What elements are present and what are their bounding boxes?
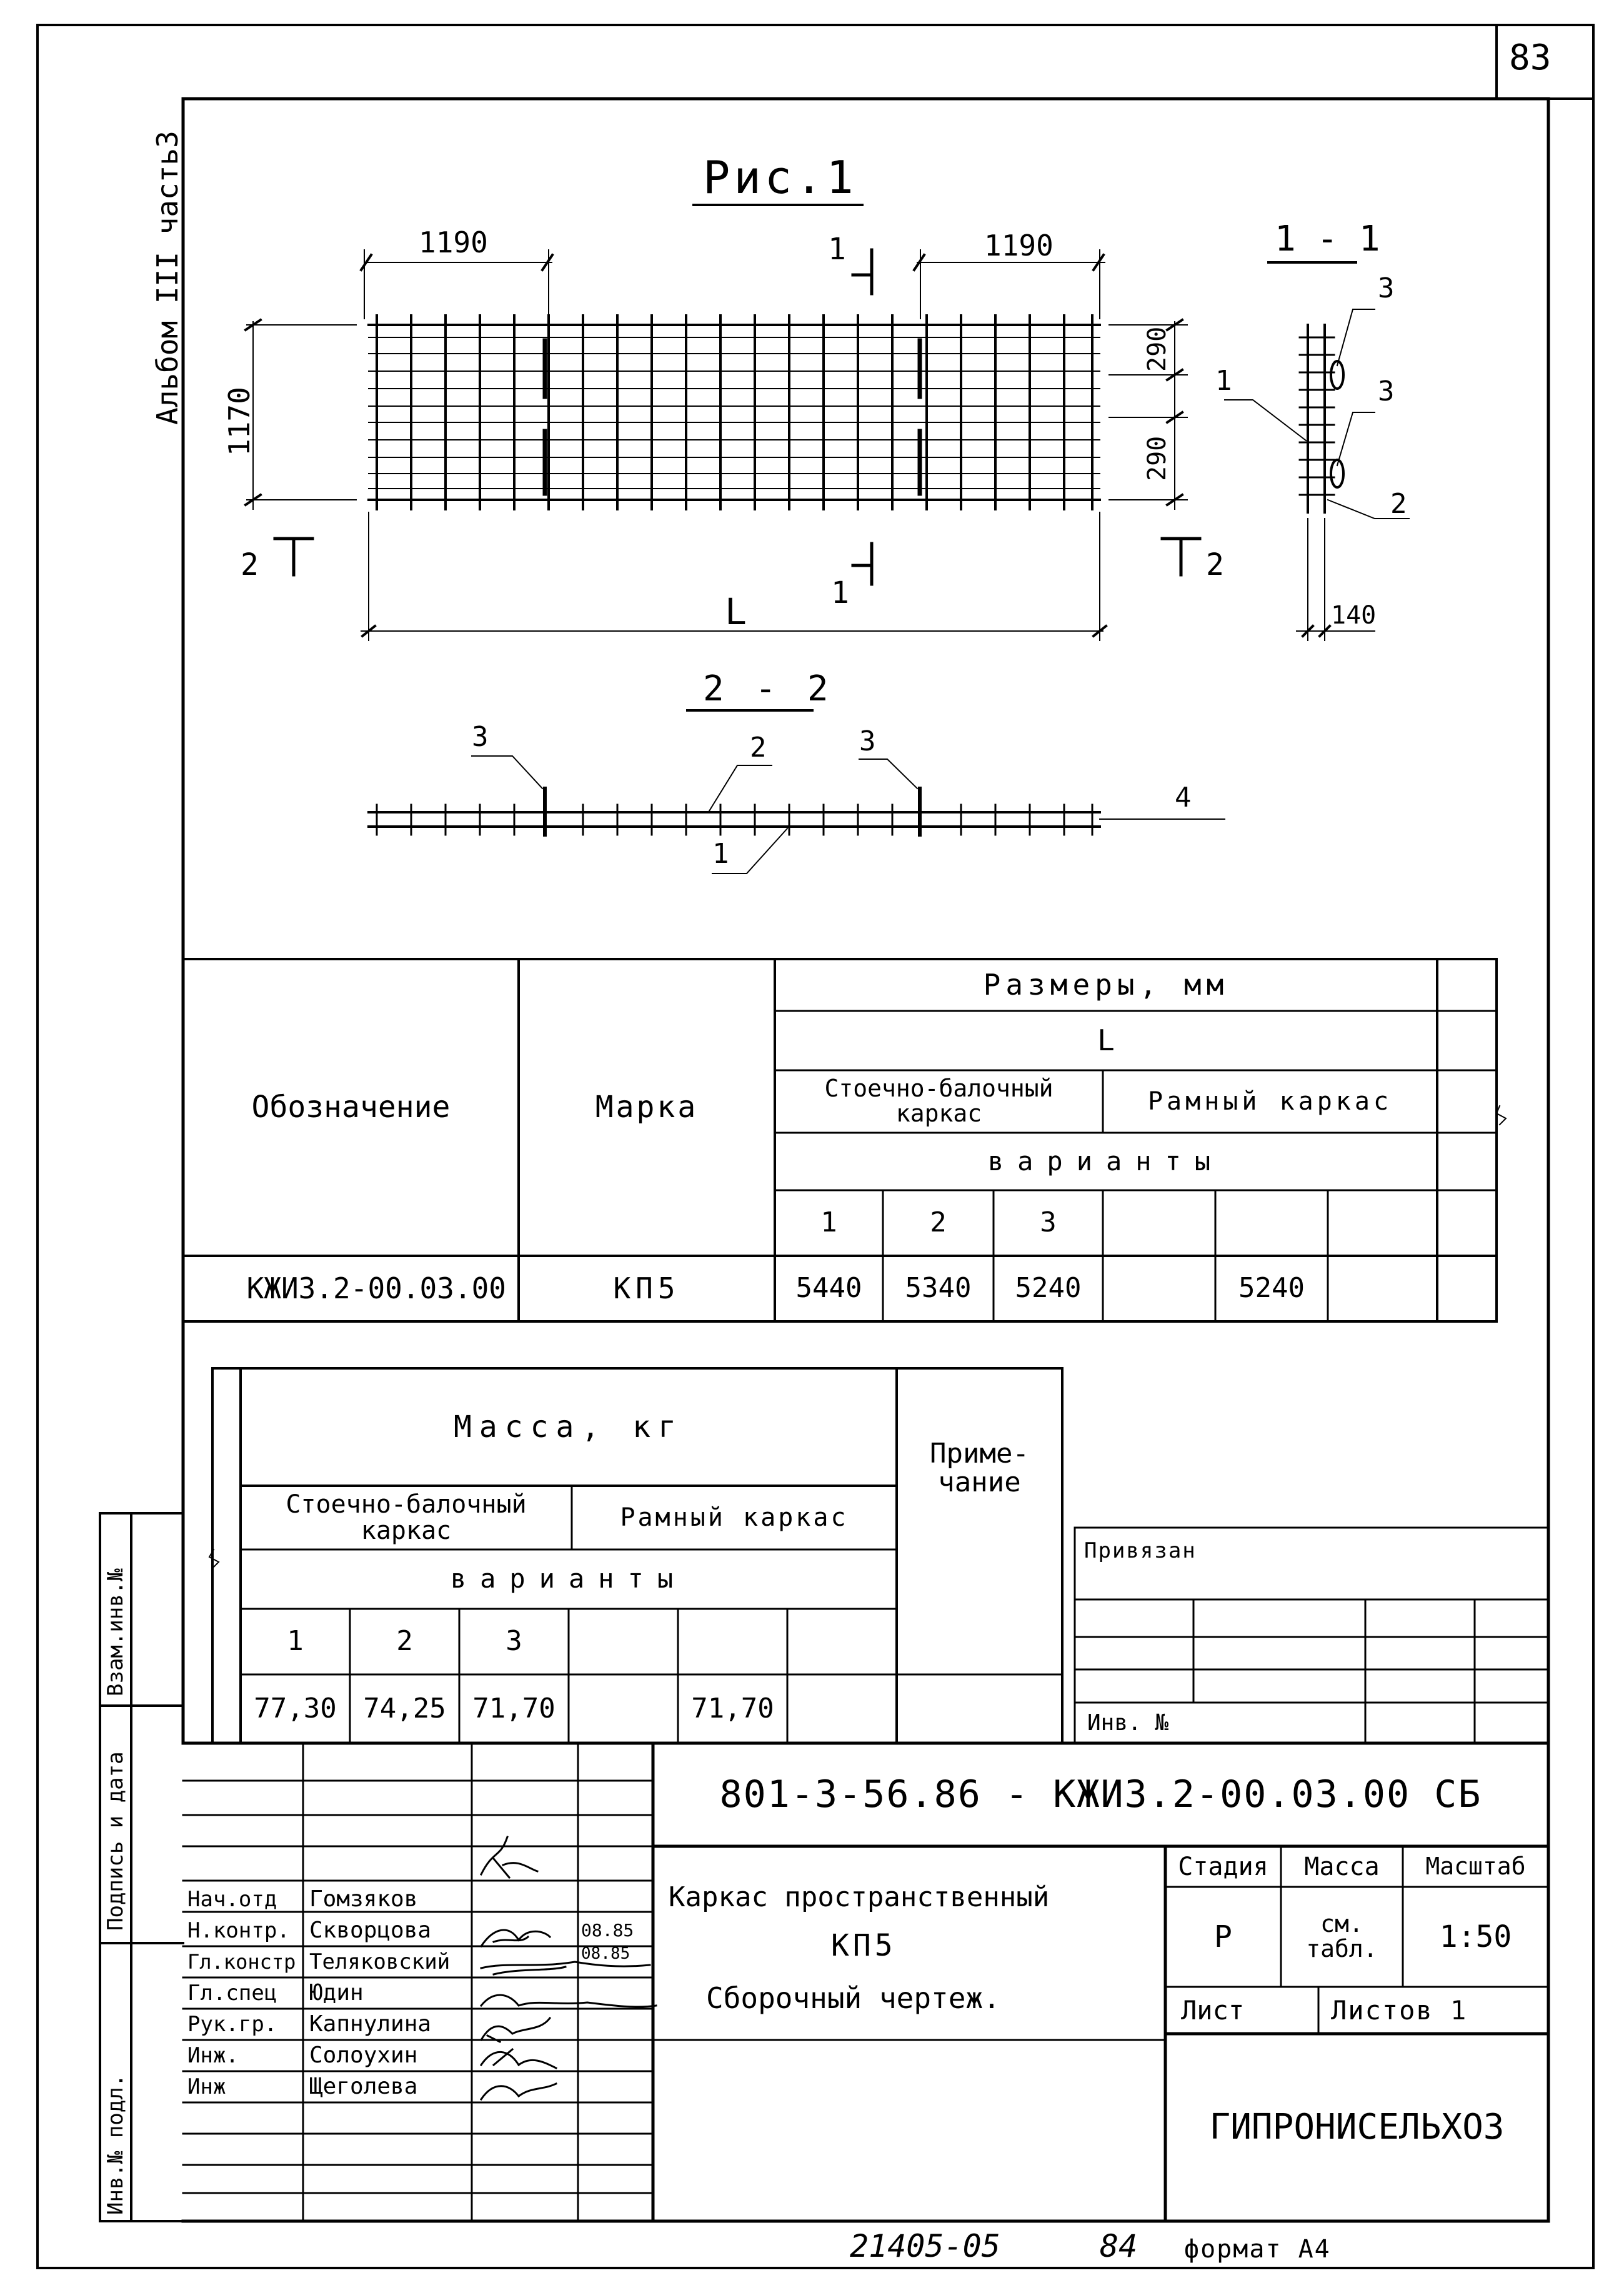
figure-title: Рис.1 xyxy=(703,151,857,204)
t1-frame2: Рамный каркас xyxy=(1147,1087,1393,1116)
section-2-2-label-4: 4 xyxy=(1175,782,1192,813)
t2-var-3: 3 xyxy=(506,1625,522,1658)
tb-name-line1: Каркас пространственный xyxy=(669,1881,1050,1913)
dim-height: 1170 xyxy=(222,387,256,456)
section-1-1-label-2: 2 xyxy=(1390,488,1407,520)
tb-name-3: Юдин xyxy=(309,1980,364,2006)
section-2-2-label-2: 2 xyxy=(750,732,767,763)
album-label: Альбом III часть3 xyxy=(151,131,184,425)
tb-role-6: Инж xyxy=(187,2074,226,2099)
tb-sheet: Лист xyxy=(1181,1994,1245,2026)
sheet-number: 83 xyxy=(1509,37,1552,78)
dim-seg-top: 290 xyxy=(1143,326,1172,372)
section-1-1-width: 140 xyxy=(1331,601,1377,630)
side-stamp-replace-inv: Взам.инв.№ xyxy=(103,1568,128,1696)
section-mark-1-top: 1 xyxy=(828,232,846,267)
tb-mass-h: Масса xyxy=(1304,1852,1380,1881)
tb-name-1: Скворцова xyxy=(309,1917,432,1943)
tb-name-2: Теляковский xyxy=(309,1949,451,1974)
tb-code: 801-3-56.86 - КЖИ3.2-00.03.00 СБ xyxy=(719,1773,1482,1816)
t1-sizes-header: Размеры, мм xyxy=(983,968,1229,1002)
tb-role-5: Инж. xyxy=(187,2043,239,2068)
tb-role-1: Н.контр. xyxy=(187,1918,290,1943)
tb-stage-h: Стадия xyxy=(1178,1852,1268,1881)
section-2-2-title: 2 - 2 xyxy=(703,669,834,709)
signatures-graphic xyxy=(481,1837,656,2099)
tb-name-6: Щеголева xyxy=(309,2074,418,2099)
tb-name-0: Гомзяков xyxy=(309,1886,418,1912)
t1-row-v5: 5240 xyxy=(1238,1272,1305,1305)
section-mark-2-left: 2 xyxy=(241,547,259,582)
section-1-1-label-1: 1 xyxy=(1215,365,1232,397)
t1-variants: варианты xyxy=(987,1145,1225,1176)
binding-inv: Инв. № xyxy=(1087,1710,1169,1736)
t2-variants: варианты xyxy=(450,1563,687,1594)
tb-scale-h: Масштаб xyxy=(1425,1852,1526,1880)
tb-name-5: Солоухин xyxy=(309,2042,418,2068)
t2-mass-header: Масса, кг xyxy=(453,1409,684,1445)
section-2-2-label-3b: 3 xyxy=(859,725,876,757)
tb-mass: см. табл. xyxy=(1306,1910,1378,1962)
t2-row-v3: 71,70 xyxy=(472,1692,555,1724)
t1-var-3: 3 xyxy=(1040,1206,1057,1239)
t2-row-v5: 71,70 xyxy=(691,1692,774,1724)
t1-col-designation: Обозначение xyxy=(251,1090,451,1125)
tb-date-2: 08.85 xyxy=(581,1944,630,1963)
tb-role-2: Гл.констр xyxy=(187,1950,296,1974)
section-mark-2-right: 2 xyxy=(1206,547,1224,582)
section-1-1-label-3b: 3 xyxy=(1378,376,1395,407)
dim-seg-bottom: 290 xyxy=(1143,435,1172,481)
t1-var-2: 2 xyxy=(930,1206,947,1239)
t2-note-header: Приме-чание xyxy=(930,1437,1029,1498)
dim-left-top: 1190 xyxy=(419,226,488,259)
t1-row-designation: КЖИ3.2-00.03.00 xyxy=(246,1271,506,1306)
footer-code: 21405-05 xyxy=(850,2228,1000,2264)
section-1-1-title: 1 - 1 xyxy=(1275,219,1380,259)
t1-L: L xyxy=(1097,1023,1115,1058)
t1-row-v2: 5340 xyxy=(905,1272,972,1305)
tb-date-1: 08.85 xyxy=(581,1920,634,1941)
side-stamp-signature-date: Подпись и дата xyxy=(103,1751,128,1931)
tb-org: ГИПРОНИСЕЛЬХОЗ xyxy=(1209,2106,1505,2147)
t2-var-1: 1 xyxy=(287,1625,304,1658)
dim-right-top: 1190 xyxy=(984,229,1054,262)
t2-frame1: Стоечно-балочный каркас xyxy=(286,1490,527,1545)
t2-frame2: Рамный каркас xyxy=(620,1503,849,1532)
tb-role-0: Нач.отд xyxy=(187,1887,277,1912)
tb-name-line2: КП5 xyxy=(831,1928,897,1963)
footer-format: формат А4 xyxy=(1184,2235,1331,2264)
tb-scale: 1:50 xyxy=(1439,1919,1512,1954)
tb-name-4: Капнулина xyxy=(309,2011,432,2037)
section-2-2-label-3a: 3 xyxy=(472,721,489,753)
t2-row-v2: 74,25 xyxy=(363,1692,446,1724)
binding-title: Привязан xyxy=(1084,1538,1197,1563)
section-2-2-label-1: 1 xyxy=(712,838,729,870)
tb-role-3: Гл.спец xyxy=(187,1981,277,2006)
dim-length: L xyxy=(725,590,747,633)
t1-row-v3: 5240 xyxy=(1015,1272,1082,1305)
t1-frame1: Стоечно-балочный каркас xyxy=(824,1075,1054,1127)
side-stamp-orig-inv: Инв.№ подл. xyxy=(103,2074,128,2215)
section-mark-1-bottom: 1 xyxy=(831,575,849,610)
t1-row-mark: КП5 xyxy=(613,1271,680,1306)
tb-sheets: Листов 1 xyxy=(1331,1994,1468,2026)
section-1-1-label-3a: 3 xyxy=(1378,272,1395,304)
t2-row-v1: 77,30 xyxy=(254,1692,337,1724)
tb-name-line3: Сборочный чертеж. xyxy=(706,1981,1000,2015)
tb-stage: Р xyxy=(1214,1919,1232,1954)
t1-var-1: 1 xyxy=(820,1206,837,1239)
t1-col-mark: Марка xyxy=(595,1090,699,1125)
t1-row-v1: 5440 xyxy=(795,1272,862,1305)
t2-var-2: 2 xyxy=(396,1625,413,1658)
footer-page: 84 xyxy=(1100,2228,1138,2264)
tb-role-4: Рук.гр. xyxy=(187,2012,277,2037)
